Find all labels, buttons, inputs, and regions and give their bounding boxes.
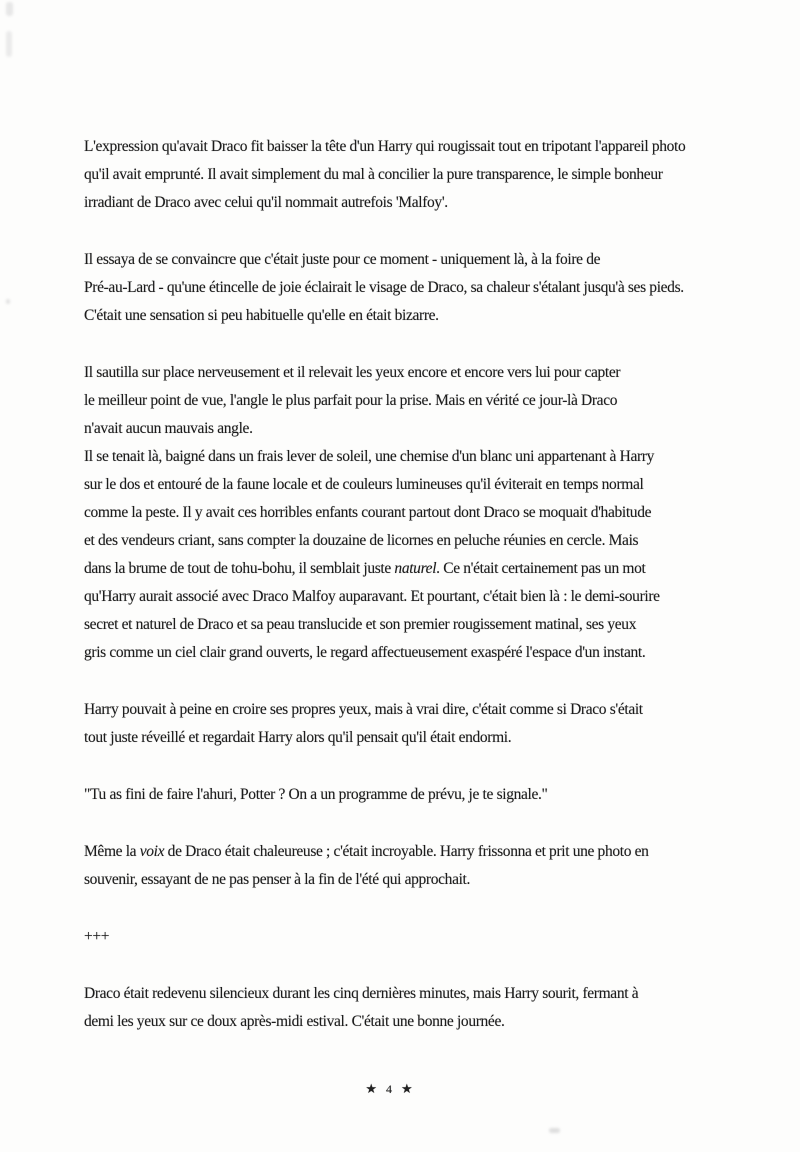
text-line: Harry pouvait à peine en croire ses propres yeux, mais à vrai dire, c'était comme si Draco s'était [84, 701, 643, 718]
scan-artifact [6, 299, 10, 304]
text-line: comme la peste. Il y avait ces horribles enfants courant partout dont Draco se moquait d'habitude [84, 504, 652, 521]
text-line: Draco était redevenu silencieux durant les cinq dernières minutes, mais Harry sourit, fermant à [84, 985, 639, 1002]
star-icon-left: ★ [365, 1081, 377, 1096]
scan-artifact [6, 31, 12, 57]
text-line: dans la brume de tout de tohu-bohu, il semblait juste naturel. Ce n'était certainement pas un mot [84, 560, 646, 577]
paragraph [84, 781, 790, 809]
text-line: gris comme un ciel clair grand ouverts, le regard affectueusement exaspéré l'espace d'un instant. [84, 644, 646, 661]
text-line: Il se tenait là, baigné dans un frais lever de soleil, une chemise d'un blanc uni appartenant à Harry [84, 448, 654, 465]
scan-artifact [549, 1128, 560, 1133]
star-icon-right: ★ [401, 1081, 413, 1096]
paragraph [84, 838, 790, 894]
text-line: Pré-au-Lard - qu'une étincelle de joie éclairait le visage de Draco, sa chaleur s'étalant jusqu'à ses pieds. [84, 279, 684, 296]
text-line: secret et naturel de Draco et sa peau translucide et son premier rougissement matinal, ses yeux [84, 616, 637, 633]
text-line: C'était une sensation si peu habituelle qu'elle en était bizarre. [84, 307, 439, 324]
text-block [84, 133, 790, 1065]
text-line: souvenir, essayant de ne pas penser à la fin de l'été qui approchait. [84, 871, 471, 888]
text-line: qu'il avait emprunté. Il avait simplement du mal à concilier la pure transparence, le simple bonheur [84, 166, 663, 183]
paragraph [84, 359, 790, 443]
text-line: irradiant de Draco avec celui qu'il nommait autrefois 'Malfoy'. [84, 194, 448, 211]
paragraph [84, 443, 790, 667]
text-line: sur le dos et entouré de la faune locale et de couleurs lumineuses qu'il éviterait en temps normal [84, 476, 644, 493]
page-footer [0, 1079, 778, 1099]
text-line: demi les yeux sur ce doux après-midi estival. C'était une bonne journée. [84, 1013, 505, 1030]
paragraph [84, 923, 790, 951]
paragraph [84, 980, 790, 1036]
text-line: Même la voix de Draco était chaleureuse ; c'était incroyable. Harry frissonna et prit une photo en [84, 843, 649, 860]
text-line: Il essaya de se convaincre que c'était juste pour ce moment - uniquement là, à la foire de [84, 251, 601, 268]
scan-artifact [6, 2, 13, 16]
text-line: "Tu as fini de faire l'ahuri, Potter ? On a un programme de prévu, je te signale." [84, 786, 548, 803]
page-number: 4 [386, 1082, 392, 1096]
text-line: tout juste réveillé et regardait Harry alors qu'il pensait qu'il était endormi. [84, 729, 512, 746]
text-line: n'avait aucun mauvais angle. [84, 420, 253, 437]
paragraph [84, 696, 790, 752]
text-line: qu'Harry aurait associé avec Draco Malfoy auparavant. Et pourtant, c'était bien là : le demi-sourire [84, 588, 660, 605]
text-line: L'expression qu'avait Draco fit baisser la tête d'un Harry qui rougissait tout en tripotant l'appareil photo [84, 138, 686, 155]
paragraph [84, 246, 790, 330]
text-line: Il sautilla sur place nerveusement et il relevait les yeux encore et encore vers lui pour capter [84, 364, 621, 381]
paragraph [84, 133, 790, 217]
text-line: le meilleur point de vue, l'angle le plus parfait pour la prise. Mais en vérité ce jour-là Draco [84, 392, 618, 409]
text-line: et des vendeurs criant, sans compter la douzaine de licornes en peluche réunies en cercle. Mais [84, 532, 639, 549]
text-line: +++ [84, 928, 110, 945]
